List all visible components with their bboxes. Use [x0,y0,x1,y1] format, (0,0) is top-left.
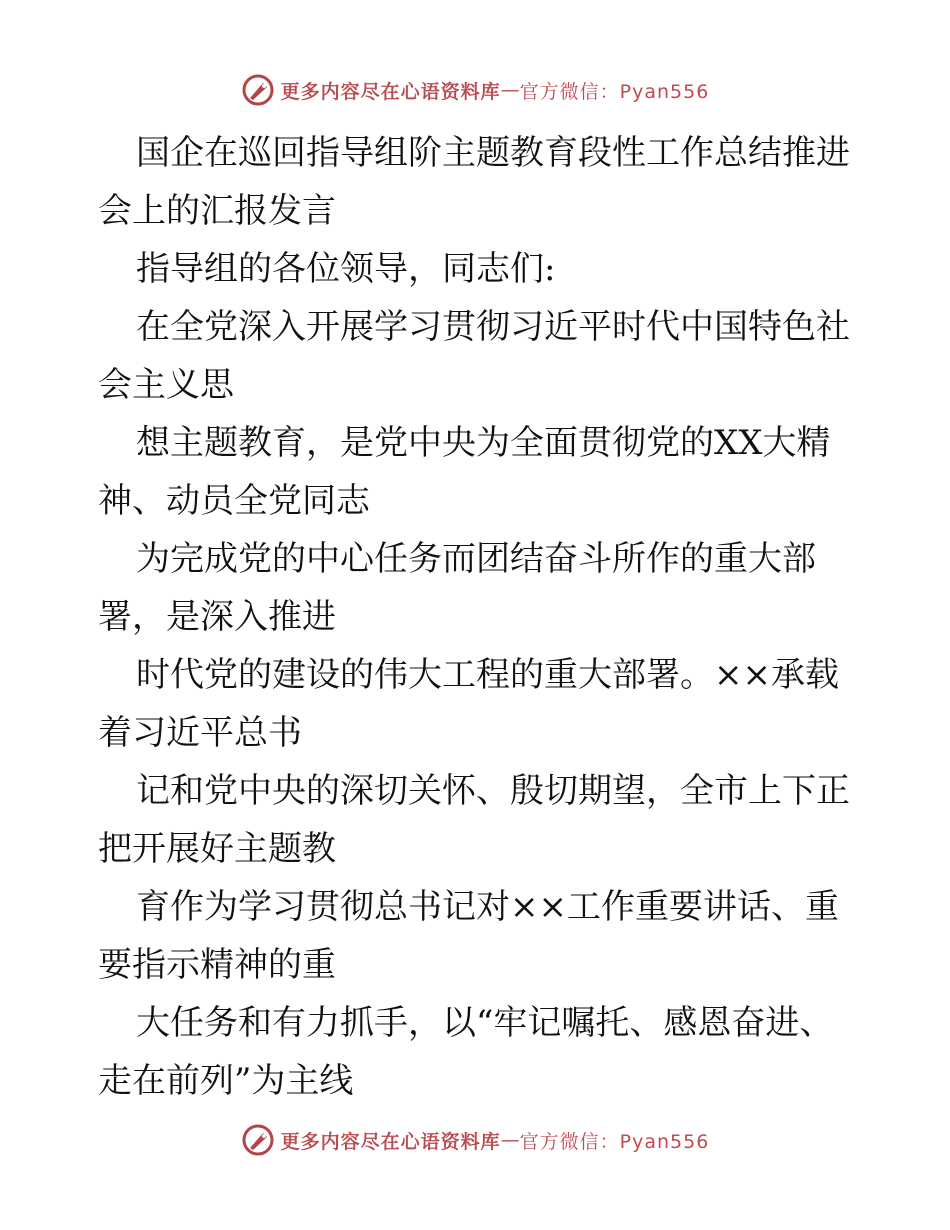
pen-nib-circle-icon [241,1123,275,1157]
paragraph-line: 把开展好主题教 [98,829,336,869]
watermark-wechat: 官方微信：Pyan556 [519,1130,710,1153]
paragraph-line: 时代党的建设的伟大工程的重大部署。××承载 [136,655,839,695]
watermark-wechat: 官方微信：Pyan556 [519,80,710,103]
watermark-dash: — [500,79,520,101]
paragraph-line: 大任务和有力抓手，以“牢记嘱托、感恩奋进、 [136,1003,834,1043]
paragraph-line: 要指示精神的重 [98,945,336,985]
document-body [98,124,858,1110]
paragraph-line: 着习近平总书 [98,713,302,753]
paragraph-line: 为完成党的中心任务而团结奋斗所作的重大部 [136,539,816,579]
pen-nib-circle-icon [241,73,275,107]
salutation-line: 指导组的各位领导，同志们: [136,249,556,289]
paragraph-line: 记和党中央的深切关怀、殷切期望，全市上下正 [136,771,850,811]
paragraph-line: 在全党深入开展学习贯彻习近平时代中国特色社 [136,307,850,347]
watermark-prefix: 更多内容尽在心语资料库 [280,80,501,103]
paragraph-line: 育作为学习贯彻总书记对××工作重要讲话、重 [136,887,839,927]
footer-watermark [0,1120,950,1160]
paragraph-line: 走在前列”为主线 [98,1061,354,1101]
paragraph-line: 署，是深入推进 [98,597,336,637]
paragraph-line: 会主义思 [98,365,234,405]
watermark-prefix: 更多内容尽在心语资料库 [280,1130,501,1153]
title-line-1: 国企在巡回指导组阶主题教育段性工作总结推进 [136,133,850,173]
watermark-dash: — [500,1129,520,1151]
paragraph-line: 神、动员全党同志 [98,481,370,521]
title-line-2: 会上的汇报发言 [98,191,336,231]
paragraph-line: 想主题教育，是党中央为全面贯彻党的XX大精 [136,423,831,463]
header-watermark [0,70,950,110]
